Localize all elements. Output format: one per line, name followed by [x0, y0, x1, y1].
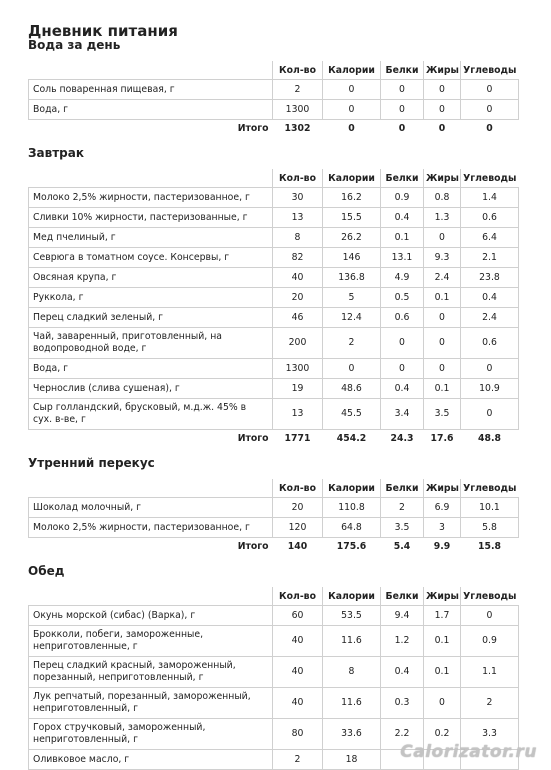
food-name-cell: Молоко 2,5% жирности, пастеризованное, г: [29, 518, 273, 538]
food-name-cell: Соль поваренная пищевая, г: [29, 80, 273, 100]
total-label: Итого: [237, 433, 269, 444]
value-cell: 2: [461, 688, 519, 719]
value-cell: 0.8: [424, 188, 461, 208]
food-name-cell: Брокколи, побеги, замороженные, неприготовленные, г: [29, 626, 273, 657]
value-cell: 0.1: [424, 657, 461, 688]
value-cell: 40: [273, 688, 323, 719]
section-title: Вода за день: [28, 38, 121, 52]
value-cell: 0.1: [424, 626, 461, 657]
food-name-cell: Чай, заваренный, приготовленный, на водопроводной воде, г: [29, 328, 273, 359]
value-cell: 0: [381, 328, 424, 359]
table-row: [29, 288, 519, 308]
table-row: [29, 657, 519, 688]
value-cell: 18: [323, 750, 381, 770]
total-value-cell: 0: [348, 123, 355, 134]
value-cell: 5: [323, 288, 381, 308]
value-cell: 1.2: [381, 626, 424, 657]
table-header-row: [29, 61, 519, 80]
value-cell: 11.6: [323, 626, 381, 657]
table-row: [29, 228, 519, 248]
value-cell: 20: [273, 288, 323, 308]
value-cell: 12.4: [323, 308, 381, 328]
total-label: Итого: [237, 541, 269, 552]
value-cell: 6.9: [424, 498, 461, 518]
food-name-cell: Сливки 10% жирности, пастеризованные, г: [29, 208, 273, 228]
value-cell: 40: [273, 268, 323, 288]
food-name-cell: Горох стручковый, замороженный, неприготовленный, г: [29, 719, 273, 750]
food-name-cell: Вода, г: [29, 100, 273, 120]
value-cell: 20: [273, 498, 323, 518]
column-header: Белки: [381, 169, 424, 188]
value-cell: 0: [424, 228, 461, 248]
value-cell: 10.9: [461, 379, 519, 399]
value-cell: 1300: [273, 359, 323, 379]
meal-section: [28, 556, 533, 770]
value-cell: 0: [323, 80, 381, 100]
value-cell: 1.4: [461, 188, 519, 208]
value-cell: 9.4: [381, 606, 424, 626]
value-cell: 2.2: [381, 719, 424, 750]
value-cell: 8: [273, 228, 323, 248]
value-cell: 0: [461, 100, 519, 120]
total-label: Итого: [237, 123, 269, 134]
value-cell: 33.6: [323, 719, 381, 750]
nutrition-table: [28, 479, 519, 556]
value-cell: 0.9: [381, 188, 424, 208]
value-cell: 13.1: [381, 248, 424, 268]
watermark-logo: Calorizator.ru: [400, 742, 537, 762]
column-header: Углеводы: [461, 587, 519, 606]
table-row: [29, 606, 519, 626]
value-cell: 16.2: [323, 188, 381, 208]
table-row: [29, 359, 519, 379]
value-cell: 0.1: [424, 288, 461, 308]
food-name-cell: Лук репчатый, порезанный, замороженный, неприготовленный, г: [29, 688, 273, 719]
value-cell: 0: [424, 328, 461, 359]
value-cell: 3: [424, 518, 461, 538]
meal-section: [28, 448, 533, 556]
value-cell: 0.4: [381, 208, 424, 228]
value-cell: 19: [273, 379, 323, 399]
column-header: Углеводы: [461, 479, 519, 498]
value-cell: 8: [323, 657, 381, 688]
value-cell: 40: [273, 626, 323, 657]
table-row: [29, 188, 519, 208]
value-cell: 0: [461, 359, 519, 379]
column-header: Углеводы: [461, 169, 519, 188]
header-empty-cell: [29, 479, 273, 498]
total-value-cell: 1771: [284, 433, 311, 444]
total-value-cell: 24.3: [390, 433, 414, 444]
value-cell: 0.9: [461, 626, 519, 657]
value-cell: 0: [381, 359, 424, 379]
table-row: [29, 518, 519, 538]
value-cell: 0: [424, 100, 461, 120]
total-value-cell: 17.6: [430, 433, 454, 444]
meal-section: [28, 30, 533, 138]
column-header: Белки: [381, 587, 424, 606]
value-cell: 5.8: [461, 518, 519, 538]
column-header: Кол-во: [273, 587, 323, 606]
value-cell: 30: [273, 188, 323, 208]
food-name-cell: Мед пчелиный, г: [29, 228, 273, 248]
value-cell: 1300: [273, 100, 323, 120]
total-value-cell: 1302: [284, 123, 311, 134]
column-header: Белки: [381, 479, 424, 498]
table-row: [29, 248, 519, 268]
column-header: Жиры: [424, 169, 461, 188]
food-name-cell: Перец сладкий зеленый, г: [29, 308, 273, 328]
value-cell: 2.4: [461, 308, 519, 328]
table-row: [29, 399, 519, 430]
value-cell: 11.6: [323, 688, 381, 719]
value-cell: 2: [273, 750, 323, 770]
table-header-row: [29, 169, 519, 188]
total-value-cell: 0: [438, 123, 446, 134]
header-empty-cell: [29, 61, 273, 80]
value-cell: 0.6: [461, 328, 519, 359]
total-value-cell: 454.2: [336, 433, 367, 444]
value-cell: 26.2: [323, 228, 381, 248]
value-cell: 2.4: [424, 268, 461, 288]
food-name-cell: Сыр голландский, брусковый, м.д.ж. 45% в сух. в-ве, г: [29, 399, 273, 430]
value-cell: 3.5: [381, 518, 424, 538]
table-header-row: [29, 479, 519, 498]
column-header: Жиры: [424, 479, 461, 498]
value-cell: 1.1: [461, 657, 519, 688]
total-value-cell: 9.9: [433, 541, 451, 552]
column-header: Калории: [323, 587, 381, 606]
value-cell: 6.4: [461, 228, 519, 248]
column-header: Калории: [323, 479, 381, 498]
table-row: [29, 80, 519, 100]
value-cell: 82: [273, 248, 323, 268]
value-cell: 136.8: [323, 268, 381, 288]
value-cell: 13: [273, 208, 323, 228]
value-cell: 4.9: [381, 268, 424, 288]
column-header: Жиры: [424, 587, 461, 606]
value-cell: 3.3: [461, 719, 519, 750]
table-row: [29, 268, 519, 288]
total-value-cell: 5.4: [393, 541, 411, 552]
nutrition-table: [28, 169, 519, 448]
sections-container: [28, 30, 533, 770]
header-empty-cell: [29, 587, 273, 606]
value-cell: 0: [461, 399, 519, 430]
food-name-cell: Окунь морской (сибас) (Варка), г: [29, 606, 273, 626]
total-row: [29, 120, 519, 139]
value-cell: 60: [273, 606, 323, 626]
table-row: [29, 626, 519, 657]
value-cell: 46: [273, 308, 323, 328]
value-cell: 64.8: [323, 518, 381, 538]
table-row: [29, 308, 519, 328]
value-cell: 0: [424, 359, 461, 379]
value-cell: 110.8: [323, 498, 381, 518]
table-row: [29, 100, 519, 120]
value-cell: 0: [381, 80, 424, 100]
value-cell: 2: [273, 80, 323, 100]
food-name-cell: Оливковое масло, г: [29, 750, 273, 770]
value-cell: 0.4: [381, 379, 424, 399]
food-name-cell: Шоколад молочный, г: [29, 498, 273, 518]
value-cell: 0.1: [424, 379, 461, 399]
value-cell: 0: [461, 80, 519, 100]
value-cell: 40: [273, 657, 323, 688]
value-cell: 1.3: [424, 208, 461, 228]
value-cell: 0.6: [381, 308, 424, 328]
value-cell: 53.5: [323, 606, 381, 626]
value-cell: 48.6: [323, 379, 381, 399]
column-header: Калории: [323, 61, 381, 80]
header-empty-cell: [29, 169, 273, 188]
column-header: Белки: [381, 61, 424, 80]
column-header: Кол-во: [273, 169, 323, 188]
value-cell: 146: [323, 248, 381, 268]
value-cell: 0.5: [381, 288, 424, 308]
value-cell: 23.8: [461, 268, 519, 288]
total-row: [29, 538, 519, 557]
value-cell: 0: [424, 80, 461, 100]
table-row: [29, 688, 519, 719]
value-cell: 200: [273, 328, 323, 359]
table-header-row: [29, 587, 519, 606]
value-cell: 0: [424, 308, 461, 328]
total-value-cell: 0: [486, 123, 493, 134]
column-header: Углеводы: [461, 61, 519, 80]
column-header: Калории: [323, 169, 381, 188]
table-row: [29, 328, 519, 359]
food-name-cell: Перец сладкий красный, замороженный, порезанный, неприготовленный, г: [29, 657, 273, 688]
food-name-cell: Вода, г: [29, 359, 273, 379]
column-header: Кол-во: [273, 61, 323, 80]
total-row: [29, 430, 519, 449]
page-title: Дневник питания: [28, 22, 178, 40]
total-value-cell: 0: [398, 123, 406, 134]
value-cell: 0: [424, 688, 461, 719]
value-cell: 3.5: [424, 399, 461, 430]
food-name-cell: Севрюга в томатном соусе. Консервы, г: [29, 248, 273, 268]
value-cell: 0: [461, 606, 519, 626]
nutrition-table: [28, 61, 519, 138]
section-title: Утренний перекус: [28, 456, 155, 470]
total-value-cell: 48.8: [478, 433, 501, 444]
value-cell: 3.4: [381, 399, 424, 430]
value-cell: 0.1: [381, 228, 424, 248]
value-cell: 10.1: [461, 498, 519, 518]
section-title: Завтрак: [28, 146, 85, 160]
value-cell: 1.7: [424, 606, 461, 626]
column-header: Жиры: [424, 61, 461, 80]
value-cell: 0.4: [461, 288, 519, 308]
total-value-cell: 15.8: [478, 541, 501, 552]
value-cell: 45.5: [323, 399, 381, 430]
column-header: Кол-во: [273, 479, 323, 498]
total-value-cell: 140: [287, 541, 308, 552]
value-cell: 0.4: [381, 657, 424, 688]
value-cell: 2: [381, 498, 424, 518]
value-cell: 13: [273, 399, 323, 430]
value-cell: 9.3: [424, 248, 461, 268]
value-cell: 0: [323, 100, 381, 120]
value-cell: 0: [381, 100, 424, 120]
total-value-cell: 175.6: [336, 541, 367, 552]
value-cell: 120: [273, 518, 323, 538]
value-cell: 2: [323, 328, 381, 359]
value-cell: 0: [323, 359, 381, 379]
food-name-cell: Руккола, г: [29, 288, 273, 308]
value-cell: 0.6: [461, 208, 519, 228]
food-name-cell: Молоко 2,5% жирности, пастеризованное, г: [29, 188, 273, 208]
table-row: [29, 208, 519, 228]
value-cell: 0.2: [424, 719, 461, 750]
food-name-cell: Чернослив (слива сушеная), г: [29, 379, 273, 399]
section-title: Обед: [28, 564, 65, 578]
value-cell: 80: [273, 719, 323, 750]
value-cell: 2.1: [461, 248, 519, 268]
table-row: [29, 379, 519, 399]
value-cell: 15.5: [323, 208, 381, 228]
table-row: [29, 498, 519, 518]
value-cell: 0.3: [381, 688, 424, 719]
meal-section: [28, 138, 533, 448]
food-name-cell: Овсяная крупа, г: [29, 268, 273, 288]
